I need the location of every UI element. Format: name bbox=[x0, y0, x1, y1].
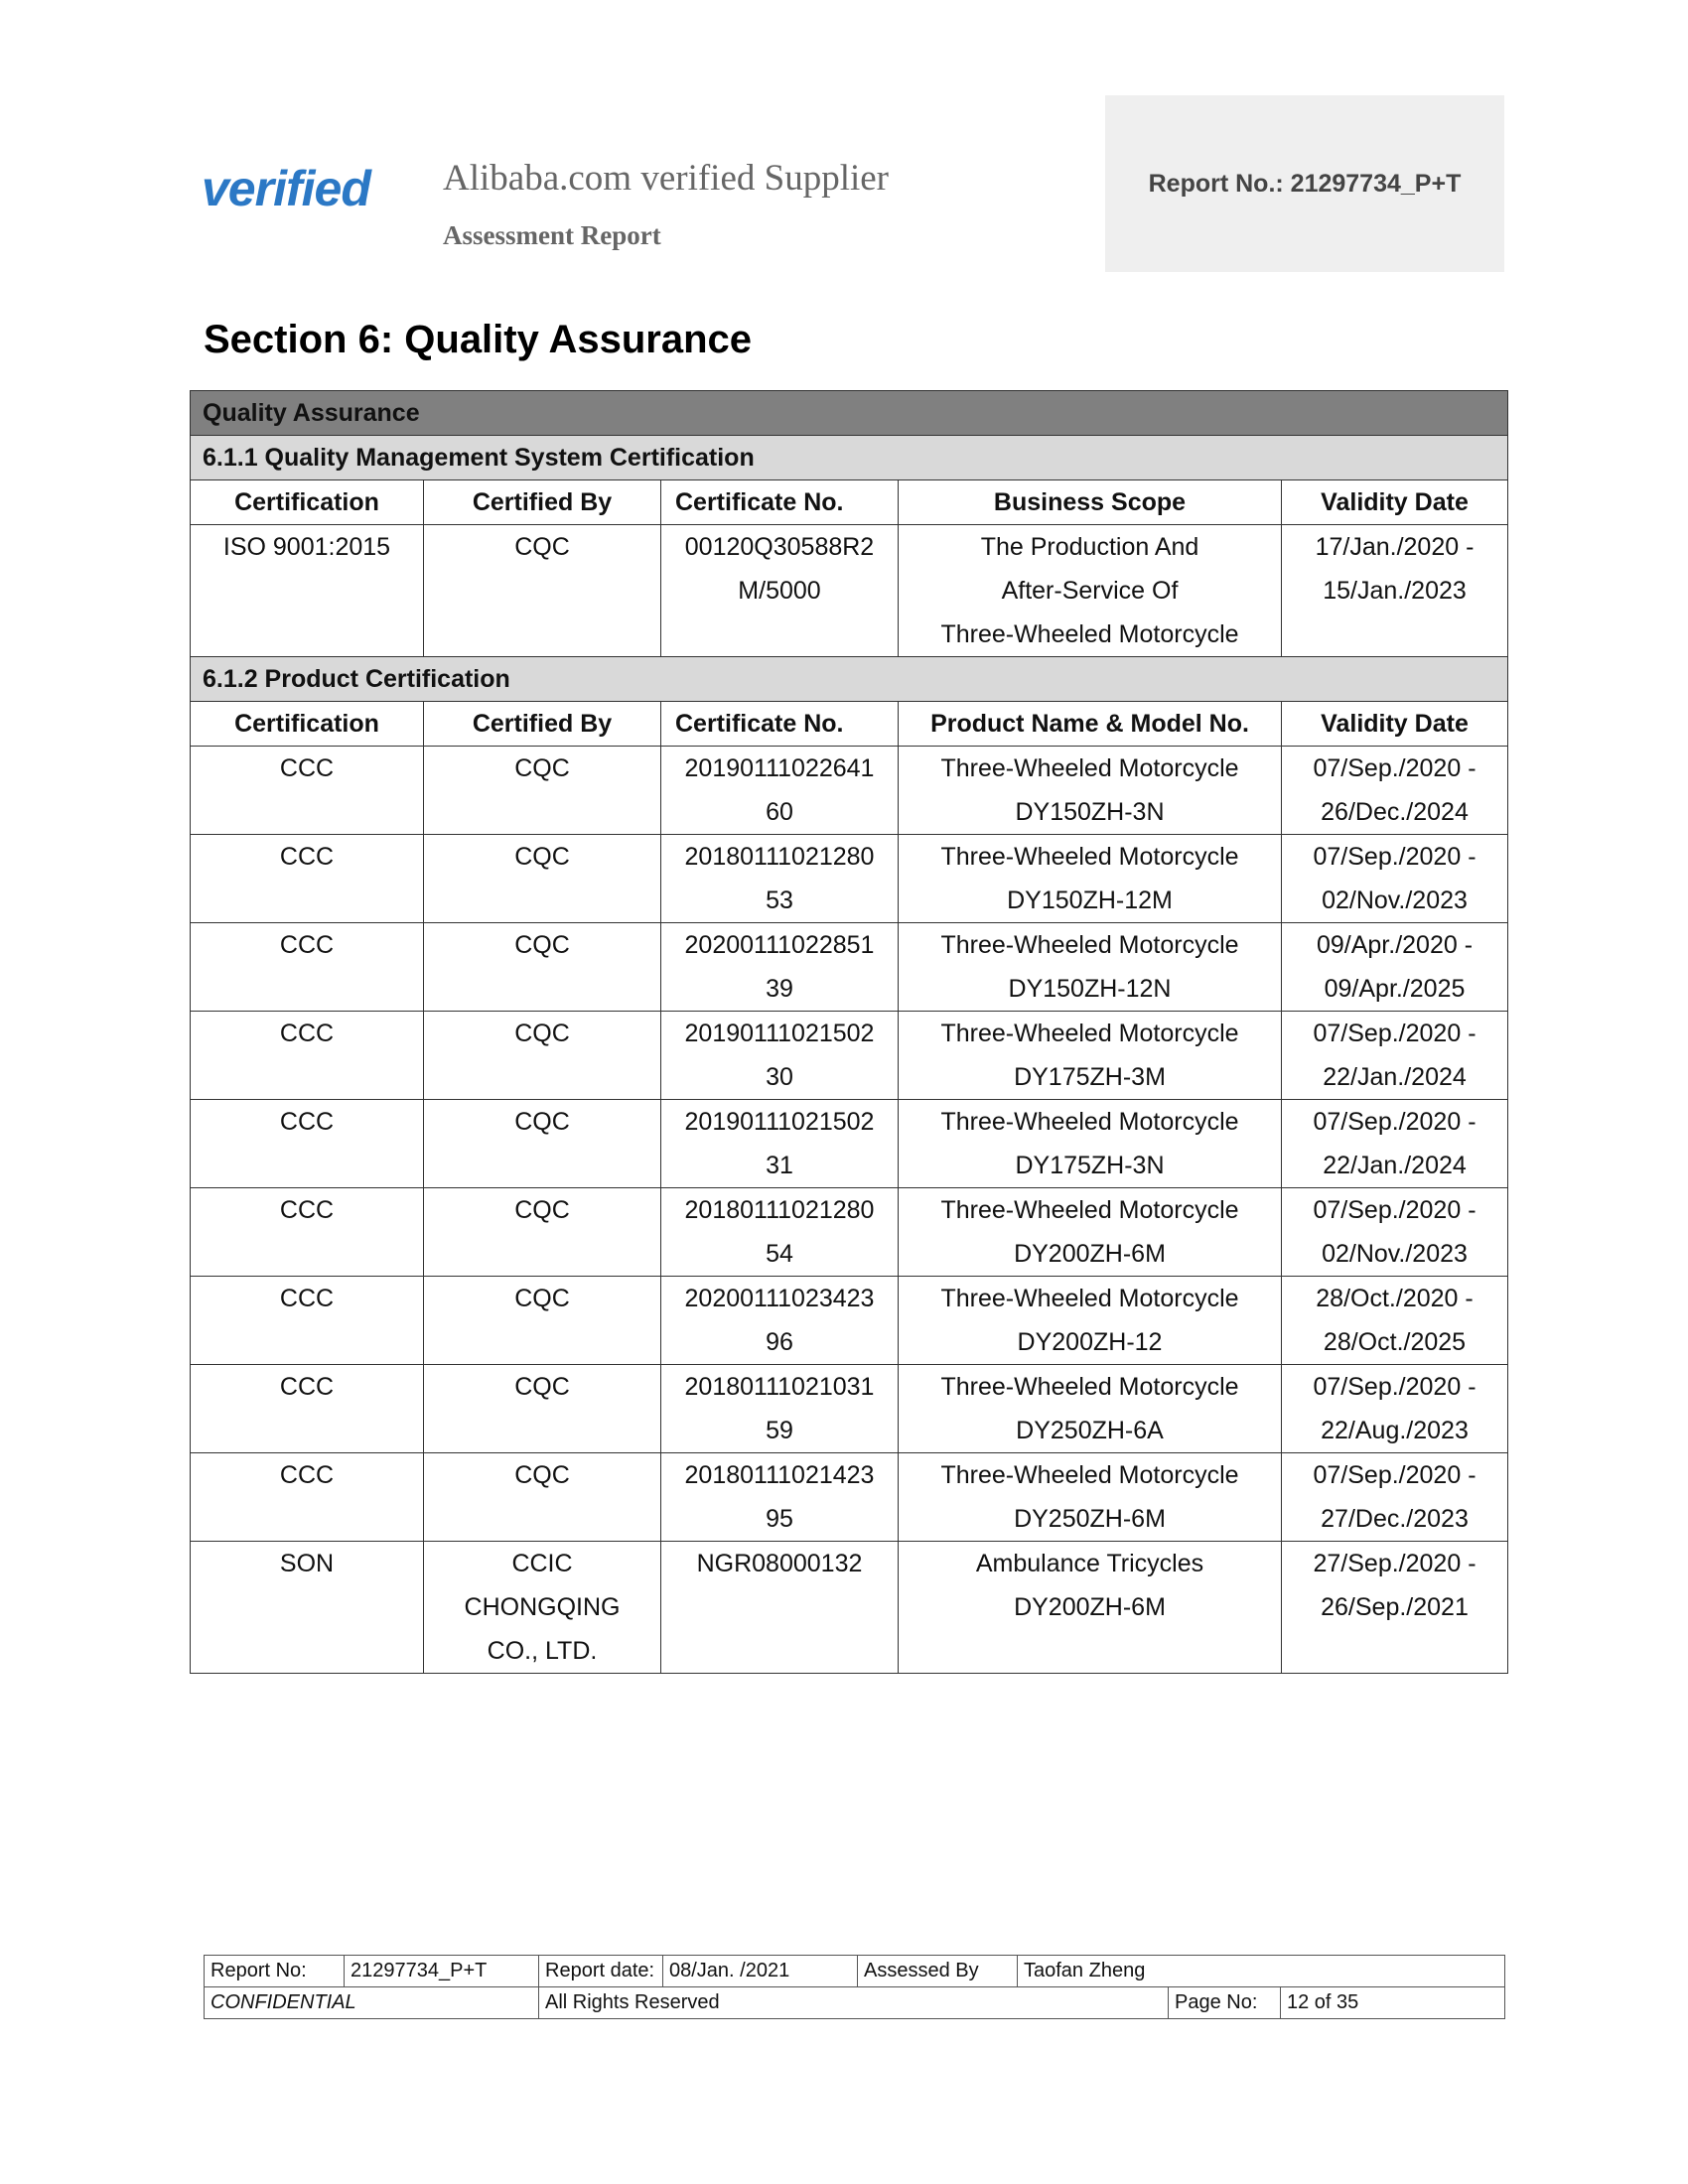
certified-by-cell bbox=[424, 747, 661, 835]
product-name-cell bbox=[899, 1100, 1282, 1188]
certificate-no-cell bbox=[661, 1542, 899, 1674]
certificate-no-cell bbox=[661, 923, 899, 1012]
table-row bbox=[191, 835, 1508, 923]
validity-date-cell-line: 28/Oct./2020 - bbox=[1316, 1285, 1474, 1312]
validity-date-cell-line: 15/Jan./2023 bbox=[1323, 577, 1467, 605]
certification-cell bbox=[191, 1542, 424, 1674]
certificate-no-cell-line: 39 bbox=[766, 975, 793, 1003]
product-name-cell bbox=[899, 1277, 1282, 1365]
certificate-no-cell-line: 20180111021423 bbox=[684, 1461, 875, 1489]
certificate-no-cell-line: 20180111021280 bbox=[684, 1196, 875, 1224]
validity-date-cell bbox=[1282, 835, 1508, 923]
certificate-no-cell-line: 20190111021502 bbox=[684, 1108, 875, 1136]
certificate-no-cell-line: 30 bbox=[766, 1063, 793, 1091]
certificate-no-cell bbox=[661, 1277, 899, 1365]
table-row bbox=[191, 1012, 1508, 1100]
product-name-cell bbox=[899, 1453, 1282, 1542]
validity-date-cell bbox=[1282, 1277, 1508, 1365]
table-row bbox=[191, 1453, 1508, 1542]
table-title-row bbox=[191, 391, 1508, 436]
certificate-no-cell bbox=[661, 1188, 899, 1277]
header-title: Alibaba.com verified Supplier bbox=[443, 158, 890, 199]
business-scope-cell bbox=[899, 525, 1282, 657]
validity-date-cell bbox=[1282, 525, 1508, 657]
validity-date-cell-line: 22/Aug./2023 bbox=[1321, 1417, 1469, 1444]
qms-heading-row bbox=[191, 436, 1508, 480]
column-header: Certification bbox=[191, 480, 424, 525]
footer-page-no: 12 of 35 bbox=[1281, 1987, 1505, 2019]
validity-date-cell bbox=[1282, 923, 1508, 1012]
table-row bbox=[191, 747, 1508, 835]
validity-date-cell-line: 07/Sep./2020 - bbox=[1313, 754, 1477, 782]
certification-cell bbox=[191, 1365, 424, 1453]
validity-date-cell-line: 07/Sep./2020 - bbox=[1313, 1196, 1477, 1224]
product-name-cell bbox=[899, 835, 1282, 923]
business-scope-cell-line: The Production And bbox=[980, 533, 1199, 561]
footer-report-no: 21297734_P+T bbox=[345, 1956, 539, 1987]
footer-rights: All Rights Reserved bbox=[539, 1987, 1169, 2019]
product-name-cell-line: DY150ZH-12N bbox=[1008, 975, 1172, 1003]
certificate-no-cell-line: 20180111021280 bbox=[684, 843, 875, 871]
validity-date-cell-line: 27/Sep./2020 - bbox=[1313, 1550, 1477, 1577]
product-name-cell-line: Three-Wheeled Motorcycle bbox=[940, 843, 1239, 871]
report-number: Report No.: 21297734_P+T bbox=[1148, 169, 1462, 198]
table-row bbox=[191, 1277, 1508, 1365]
footer-row-2 bbox=[205, 1987, 1505, 2019]
header-subtitle: Assessment Report bbox=[443, 220, 661, 250]
validity-date-cell-line: 28/Oct./2025 bbox=[1323, 1328, 1467, 1356]
certified-by-cell bbox=[424, 923, 661, 1012]
certificate-no-cell-line: M/5000 bbox=[738, 577, 821, 605]
business-scope-cell-line: Three-Wheeled Motorcycle bbox=[940, 620, 1239, 648]
product-name-cell-line: Three-Wheeled Motorcycle bbox=[940, 1020, 1239, 1047]
quality-assurance-table bbox=[190, 390, 1508, 1674]
product-name-cell-line: DY150ZH-12M bbox=[1007, 887, 1173, 914]
footer-report-date: 08/Jan. /2021 bbox=[663, 1956, 858, 1987]
certification-cell-line: CCC bbox=[279, 1373, 335, 1401]
certification-cell bbox=[191, 923, 424, 1012]
product-name-cell bbox=[899, 1012, 1282, 1100]
certified-by-cell-line: CQC bbox=[514, 1108, 570, 1136]
table-row bbox=[191, 1188, 1508, 1277]
certificate-no-cell bbox=[661, 525, 899, 657]
product-name-cell-line: Three-Wheeled Motorcycle bbox=[940, 754, 1239, 782]
certificate-no-cell bbox=[661, 1012, 899, 1100]
verified-logo: verified bbox=[202, 161, 370, 216]
certified-by-cell bbox=[424, 1277, 661, 1365]
validity-date-cell-line: 26/Sep./2021 bbox=[1321, 1593, 1469, 1621]
table-row bbox=[191, 525, 1508, 657]
validity-date-cell-line: 09/Apr./2025 bbox=[1324, 975, 1466, 1003]
product-name-cell-line: DY200ZH-6M bbox=[1014, 1593, 1166, 1621]
footer-page-no-label: Page No: bbox=[1169, 1987, 1281, 2019]
certificate-no-cell bbox=[661, 747, 899, 835]
certified-by-cell bbox=[424, 1453, 661, 1542]
certificate-no-cell-line: 95 bbox=[766, 1505, 793, 1533]
certificate-no-cell-line: 00120Q30588R2 bbox=[684, 533, 875, 561]
validity-date-cell-line: 26/Dec./2024 bbox=[1321, 798, 1469, 826]
certificate-no-cell-line: 20200111022851 bbox=[684, 931, 875, 959]
product-name-cell bbox=[899, 747, 1282, 835]
certification-cell bbox=[191, 1277, 424, 1365]
certification-cell-line: CCC bbox=[279, 843, 335, 871]
qms-heading: 6.1.1 Quality Management System Certification bbox=[191, 436, 1508, 480]
certified-by-cell-line: CQC bbox=[514, 843, 570, 871]
validity-date-cell-line: 02/Nov./2023 bbox=[1322, 1240, 1468, 1268]
certified-by-cell bbox=[424, 525, 661, 657]
column-header: Product Name & Model No. bbox=[899, 702, 1282, 747]
footer-confidential: CONFIDENTIAL bbox=[205, 1987, 539, 2019]
validity-date-cell-line: 07/Sep./2020 - bbox=[1313, 843, 1477, 871]
certificate-no-cell-line: 20190111021502 bbox=[684, 1020, 875, 1047]
product-name-cell-line: Three-Wheeled Motorcycle bbox=[940, 931, 1239, 959]
qms-header-row bbox=[191, 480, 1508, 525]
validity-date-cell-line: 17/Jan./2020 - bbox=[1315, 533, 1475, 561]
certified-by-cell-line: CQC bbox=[514, 1020, 570, 1047]
product-name-cell-line: DY150ZH-3N bbox=[1015, 798, 1165, 826]
certified-by-cell-line: CQC bbox=[514, 754, 570, 782]
certificate-no-cell-line: 53 bbox=[766, 887, 793, 914]
footer-row-1 bbox=[205, 1956, 1505, 1987]
validity-date-cell bbox=[1282, 1188, 1508, 1277]
footer-assessed-by-label: Assessed By bbox=[858, 1956, 1018, 1987]
product-heading: 6.1.2 Product Certification bbox=[191, 657, 1508, 702]
product-name-cell-line: DY175ZH-3N bbox=[1015, 1152, 1165, 1179]
certificate-no-cell-line: 96 bbox=[766, 1328, 793, 1356]
table-row bbox=[191, 1365, 1508, 1453]
column-header: Certified By bbox=[424, 480, 661, 525]
product-name-cell-line: Three-Wheeled Motorcycle bbox=[940, 1108, 1239, 1136]
page-footer bbox=[204, 1955, 1505, 2019]
certified-by-cell-line: CO., LTD. bbox=[487, 1637, 598, 1665]
certificate-no-cell-line: 20190111022641 bbox=[684, 754, 875, 782]
certificate-no-cell bbox=[661, 1100, 899, 1188]
certification-cell bbox=[191, 1188, 424, 1277]
certificate-no-cell-line: NGR08000132 bbox=[696, 1550, 863, 1577]
column-header: Certificate No. bbox=[661, 480, 899, 525]
validity-date-cell-line: 27/Dec./2023 bbox=[1321, 1505, 1469, 1533]
certified-by-cell-line: CQC bbox=[514, 1461, 570, 1489]
product-name-cell bbox=[899, 1542, 1282, 1674]
certified-by-cell bbox=[424, 1365, 661, 1453]
certificate-no-cell-line: 59 bbox=[766, 1417, 793, 1444]
certified-by-cell-line: CQC bbox=[514, 1373, 570, 1401]
certification-cell bbox=[191, 1100, 424, 1188]
certificate-no-cell bbox=[661, 1365, 899, 1453]
table-title: Quality Assurance bbox=[191, 391, 1508, 436]
table-row bbox=[191, 1100, 1508, 1188]
product-name-cell-line: DY250ZH-6M bbox=[1014, 1505, 1166, 1533]
column-header: Certified By bbox=[424, 702, 661, 747]
footer-report-date-label: Report date: bbox=[539, 1956, 663, 1987]
validity-date-cell bbox=[1282, 747, 1508, 835]
footer-report-no-label: Report No: bbox=[205, 1956, 345, 1987]
validity-date-cell-line: 07/Sep./2020 - bbox=[1313, 1461, 1477, 1489]
validity-date-cell bbox=[1282, 1100, 1508, 1188]
certified-by-cell-line: CQC bbox=[514, 533, 570, 561]
certificate-no-cell-line: 60 bbox=[766, 798, 793, 826]
section-title: Section 6: Quality Assurance bbox=[204, 318, 753, 361]
certification-cell-line: CCC bbox=[279, 931, 335, 959]
validity-date-cell-line: 07/Sep./2020 - bbox=[1313, 1020, 1477, 1047]
certified-by-cell-line: CHONGQING bbox=[464, 1593, 621, 1621]
validity-date-cell bbox=[1282, 1012, 1508, 1100]
validity-date-cell-line: 22/Jan./2024 bbox=[1323, 1152, 1467, 1179]
certified-by-cell-line: CQC bbox=[514, 1196, 570, 1224]
certificate-no-cell bbox=[661, 1453, 899, 1542]
product-name-cell-line: DY250ZH-6A bbox=[1016, 1417, 1164, 1444]
certified-by-cell bbox=[424, 1100, 661, 1188]
validity-date-cell-line: 02/Nov./2023 bbox=[1322, 887, 1468, 914]
column-header: Validity Date bbox=[1282, 702, 1508, 747]
certification-cell-line: CCC bbox=[279, 1285, 335, 1312]
product-name-cell bbox=[899, 1188, 1282, 1277]
product-header-row bbox=[191, 702, 1508, 747]
validity-date-cell bbox=[1282, 1453, 1508, 1542]
certificate-no-cell-line: 20180111021031 bbox=[684, 1373, 875, 1401]
column-header: Business Scope bbox=[899, 480, 1282, 525]
product-name-cell-line: Ambulance Tricycles bbox=[975, 1550, 1204, 1577]
certification-cell-line: CCC bbox=[279, 1196, 335, 1224]
certified-by-cell-line: CQC bbox=[514, 931, 570, 959]
certificate-no-cell-line: 31 bbox=[766, 1152, 793, 1179]
column-header: Certificate No. bbox=[661, 702, 899, 747]
product-name-cell bbox=[899, 1365, 1282, 1453]
report-number-box bbox=[1105, 95, 1504, 272]
product-name-cell-line: Three-Wheeled Motorcycle bbox=[940, 1285, 1239, 1312]
certified-by-cell bbox=[424, 1012, 661, 1100]
certification-cell bbox=[191, 747, 424, 835]
product-name-cell-line: Three-Wheeled Motorcycle bbox=[940, 1373, 1239, 1401]
validity-date-cell-line: 22/Jan./2024 bbox=[1323, 1063, 1467, 1091]
table-row bbox=[191, 1542, 1508, 1674]
certificate-no-cell-line: 20200111023423 bbox=[684, 1285, 875, 1312]
certified-by-cell bbox=[424, 835, 661, 923]
product-name-cell-line: Three-Wheeled Motorcycle bbox=[940, 1196, 1239, 1224]
validity-date-cell-line: 07/Sep./2020 - bbox=[1313, 1373, 1477, 1401]
column-header: Certification bbox=[191, 702, 424, 747]
product-name-cell-line: DY200ZH-6M bbox=[1014, 1240, 1166, 1268]
product-name-cell-line: DY200ZH-12 bbox=[1017, 1328, 1163, 1356]
validity-date-cell-line: 09/Apr./2020 - bbox=[1316, 931, 1474, 959]
certification-cell-line: CCC bbox=[279, 1108, 335, 1136]
product-name-cell-line: DY175ZH-3M bbox=[1014, 1063, 1166, 1091]
certification-cell bbox=[191, 1453, 424, 1542]
certification-cell-line: CCC bbox=[279, 1020, 335, 1047]
certificate-no-cell bbox=[661, 835, 899, 923]
business-scope-cell-line: After-Service Of bbox=[1001, 577, 1179, 605]
certification-cell bbox=[191, 525, 424, 657]
certified-by-cell bbox=[424, 1542, 661, 1674]
certification-cell bbox=[191, 835, 424, 923]
certified-by-cell-line: CCIC bbox=[511, 1550, 573, 1577]
column-header: Validity Date bbox=[1282, 480, 1508, 525]
product-heading-row bbox=[191, 657, 1508, 702]
certified-by-cell-line: CQC bbox=[514, 1285, 570, 1312]
validity-date-cell-line: 07/Sep./2020 - bbox=[1313, 1108, 1477, 1136]
certification-cell-line: CCC bbox=[279, 754, 335, 782]
product-name-cell-line: Three-Wheeled Motorcycle bbox=[940, 1461, 1239, 1489]
certification-cell-line: CCC bbox=[279, 1461, 335, 1489]
certification-cell bbox=[191, 1012, 424, 1100]
validity-date-cell bbox=[1282, 1542, 1508, 1674]
certification-cell-line: ISO 9001:2015 bbox=[222, 533, 391, 561]
certificate-no-cell-line: 54 bbox=[766, 1240, 793, 1268]
validity-date-cell bbox=[1282, 1365, 1508, 1453]
certified-by-cell bbox=[424, 1188, 661, 1277]
footer-assessed-by: Taofan Zheng bbox=[1018, 1956, 1505, 1987]
certification-cell-line: SON bbox=[279, 1550, 335, 1577]
table-row bbox=[191, 923, 1508, 1012]
product-name-cell bbox=[899, 923, 1282, 1012]
